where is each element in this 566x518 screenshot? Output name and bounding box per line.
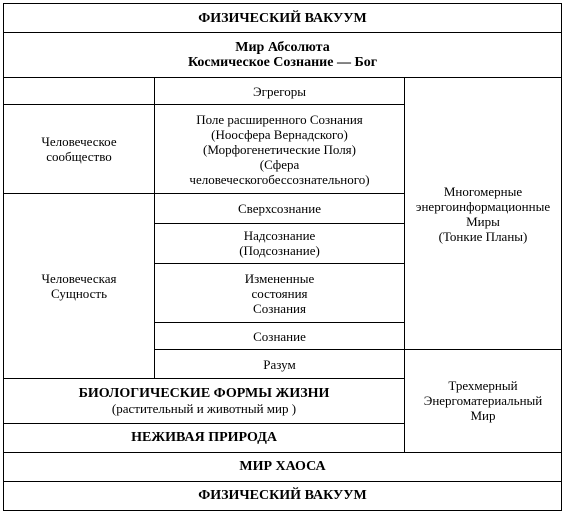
consciousness-cell: Сознание	[155, 323, 405, 350]
absolute-line1: Мир Абсолюта	[235, 40, 330, 56]
three-dimensional-world-cell: Трехмерный Энергоматериальный Мир	[405, 350, 562, 452]
bio-forms-subtitle: (растительный и животный мир )	[111, 400, 297, 416]
nonliving-nature-cell: НЕЖИВАЯ ПРИРОДА	[4, 423, 405, 452]
worlds-hierarchy-table	[3, 3, 562, 511]
egregors-cell: Эгрегоры	[155, 78, 405, 105]
human-essence-cell: Человеческая Сущность	[4, 193, 155, 379]
expanded-consciousness-cell: Поле расширенного Сознания (Ноосфера Вернадского) (Морфогенетические Поля) (Сфера человеческогобессознательного)	[155, 105, 405, 193]
human-community-cell: Человеческое сообщество	[4, 105, 155, 193]
physical-vacuum-top: ФИЗИЧЕСКИЙ ВАКУУМ	[4, 4, 562, 33]
multidimensional-worlds-cell: Многомерные энергоинформационные Миры (Тонкие Планы)	[405, 78, 562, 350]
world-of-absolute	[4, 33, 562, 78]
reason-cell: Разум	[155, 350, 405, 379]
empty-cell	[4, 78, 155, 105]
physical-vacuum-bottom: ФИЗИЧЕСКИЙ ВАКУУМ	[4, 481, 562, 510]
supraconsciousness-cell: Надсознание (Подсознание)	[155, 223, 405, 263]
superconsciousness-cell: Сверхсознание	[155, 193, 405, 223]
absolute-line2: Космическое Сознание — Бог	[187, 55, 378, 71]
bio-forms-heading: БИОЛОГИЧЕСКИЕ ФОРМЫ ЖИЗНИ	[78, 385, 330, 401]
world-of-chaos-cell: МИР ХАОСА	[4, 452, 562, 481]
biological-life-forms-cell	[4, 379, 405, 423]
altered-states-cell: Измененные состояния Сознания	[155, 263, 405, 322]
